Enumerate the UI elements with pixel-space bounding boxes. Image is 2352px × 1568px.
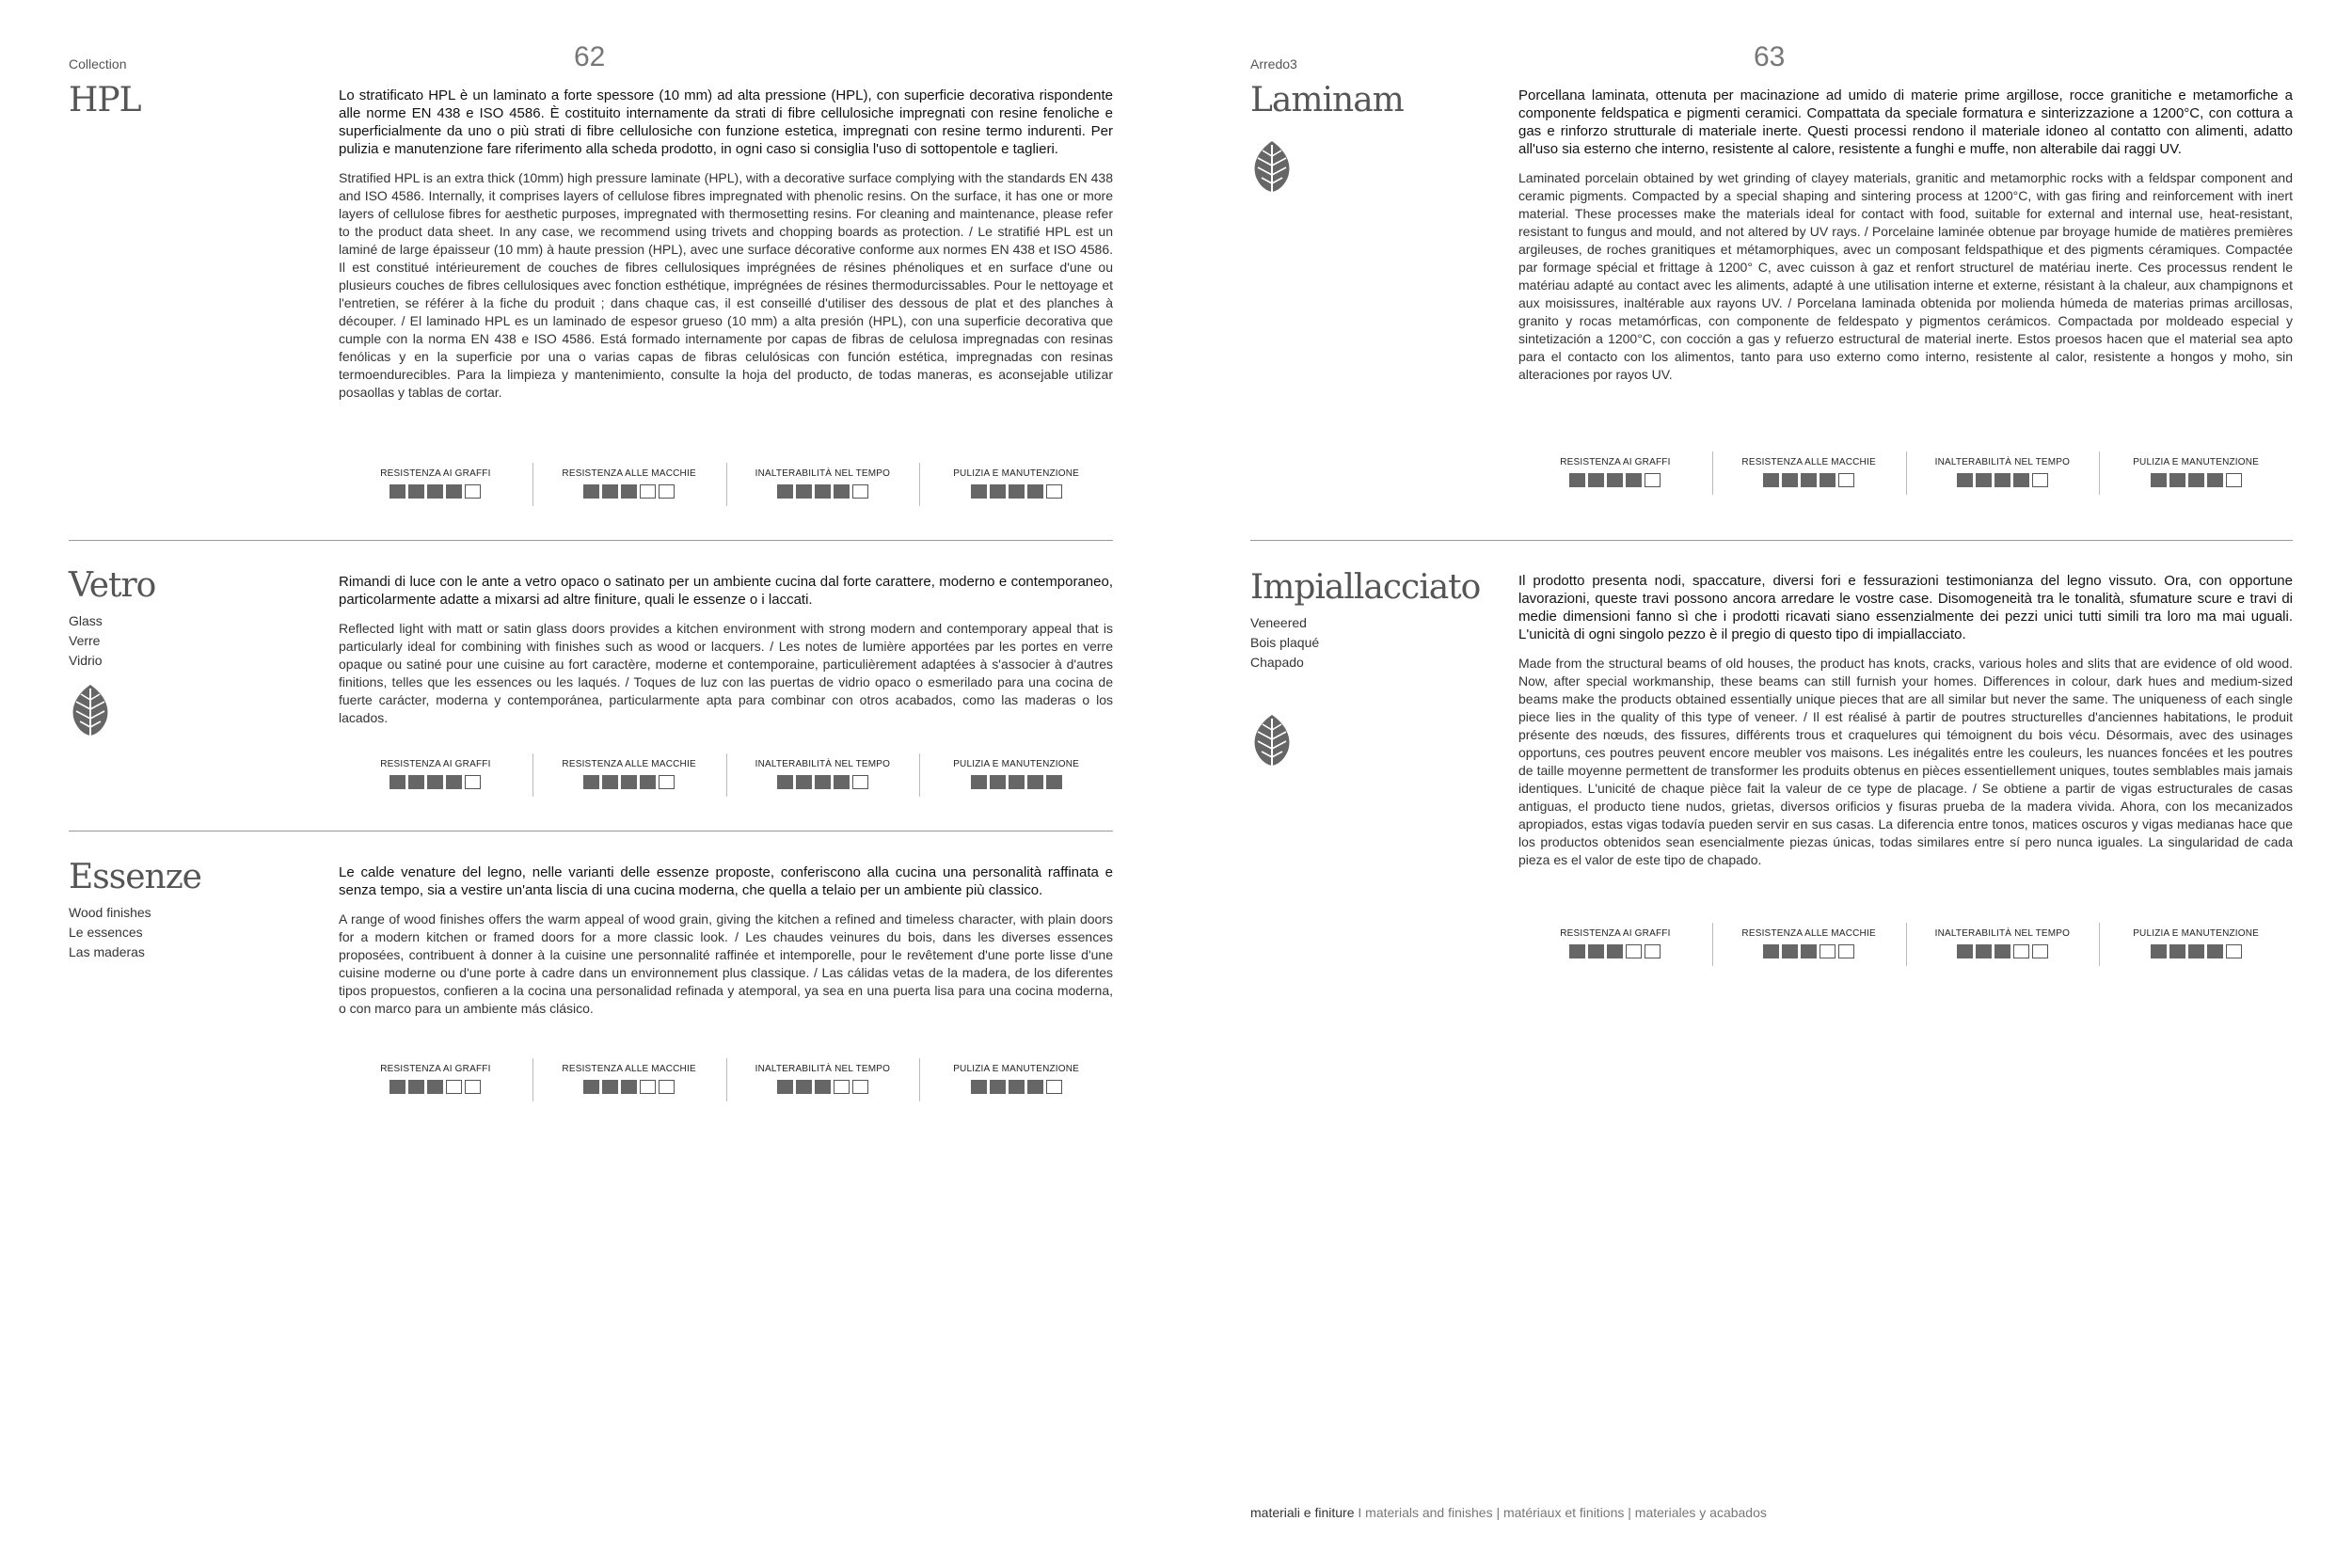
lead-paragraph: Porcellana laminata, ottenuta per macinazione ad umido di materie prime argillose, rocce granitiche e metamorfiche a componente feldspatica e pigmenti ceramici. Compattata da speciale formatura e sinterizzazione a 1200°C, con cottura a gas e rinforzo strutturale di materiale inerte. Questi processi rendono il materiale idoneo al contatto con alimenti, adatto all'uso sia esterno che interno, resistente al calore, resistente a funghi e muffe, non alterabile dai raggi UV. bbox=[1518, 87, 2293, 157]
rating-box-empty bbox=[2226, 944, 2242, 958]
rating-cleaning bbox=[919, 1064, 1113, 1101]
subtitle-french: Bois plaqué bbox=[1250, 635, 1320, 650]
rating-box-filled bbox=[990, 1080, 1006, 1094]
section-vetro bbox=[69, 566, 1113, 801]
section-divider bbox=[1250, 540, 2293, 541]
rating-box-filled bbox=[971, 1080, 987, 1094]
rating-scratch bbox=[339, 468, 532, 506]
rating-box-filled bbox=[796, 1080, 812, 1094]
rating-stains bbox=[1712, 457, 1906, 495]
rating-box-filled bbox=[1569, 473, 1585, 487]
rating-box-filled bbox=[389, 1080, 405, 1094]
section-text bbox=[1518, 87, 2293, 384]
rating-box-filled bbox=[1820, 473, 1836, 487]
rating-box-empty bbox=[1626, 944, 1642, 958]
leaf-icon bbox=[69, 683, 112, 737]
lead-paragraph: Il prodotto presenta nodi, spaccature, diversi fori e fessurazioni testimonianza del legno vissuto. Ora, con opportune lavorazioni, queste travi possono ancora arredare le vostre case. Disomogeneità tra le tonalità, sfumature scure e travi di medie dimensioni fanno sì che i prodotti ricavati siano essenzialmente dei pezzi unici tutti simili tra loro ma mai uguali. L'unicità di ogni singolo pezzo è il pregio di questo tipo di impiallacciato. bbox=[1518, 573, 2293, 642]
body-paragraph: Reflected light with matt or satin glass doors provides a kitchen environment with strong modern and contemporary appeal that is particularly ideal for combining with finishes such as wood or lacquers. / Les notes de lumière apportées par les portes en verre opaque ou satiné pour une cuisine au fort caractère, moderne et contemporaine, particulièrement adaptées à s'associer à d'autres finitions, telles que les essences ou les laqués. / Toques de luz con las puertas de vidrio opaco o esmerilado para una cocina de fuerte carácter, moderna y contemporánea, particularmente apta para combinar con otros acabados, como las maderas o los lacados. bbox=[339, 621, 1113, 725]
rating-cleaning bbox=[2099, 457, 2293, 495]
rating-box-filled bbox=[427, 1080, 443, 1094]
rating-box-filled bbox=[796, 775, 812, 789]
rating-box-filled bbox=[1588, 944, 1604, 958]
rating-label: PULIZIA E MANUTENZIONE bbox=[2133, 928, 2260, 939]
rating-boxes bbox=[2151, 473, 2242, 487]
rating-scratch bbox=[339, 1064, 532, 1101]
rating-box-filled bbox=[1607, 944, 1623, 958]
rating-durability bbox=[1906, 928, 2100, 966]
rating-box-empty bbox=[659, 1080, 675, 1094]
rating-label: RESISTENZA AI GRAFFI bbox=[380, 1064, 491, 1074]
rating-stains bbox=[532, 468, 726, 506]
rating-box-filled bbox=[1957, 473, 1973, 487]
ratings-row bbox=[339, 759, 1113, 797]
section-text bbox=[339, 863, 1113, 1018]
rating-boxes bbox=[583, 1080, 675, 1094]
rating-box-filled bbox=[1607, 473, 1623, 487]
rating-box-filled bbox=[1588, 473, 1604, 487]
leaf-icon bbox=[1250, 139, 1294, 194]
rating-box-filled bbox=[1976, 473, 1992, 487]
subtitle-spanish: Chapado bbox=[1250, 655, 1304, 670]
rating-box-empty bbox=[2013, 944, 2029, 958]
rating-box-filled bbox=[971, 775, 987, 789]
rating-label: PULIZIA E MANUTENZIONE bbox=[953, 759, 1080, 769]
rating-box-filled bbox=[621, 484, 637, 499]
page-number-right: 63 bbox=[1754, 41, 1786, 72]
rating-box-filled bbox=[1626, 473, 1642, 487]
rating-box-filled bbox=[1009, 775, 1025, 789]
rating-label: RESISTENZA AI GRAFFI bbox=[380, 759, 491, 769]
rating-box-filled bbox=[1994, 473, 2010, 487]
rating-label: PULIZIA E MANUTENZIONE bbox=[953, 1064, 1080, 1074]
rating-box-empty bbox=[1046, 484, 1062, 499]
rating-box-filled bbox=[1782, 944, 1798, 958]
section-laminam bbox=[1250, 81, 2293, 504]
rating-box-empty bbox=[1820, 944, 1836, 958]
ratings-row bbox=[1518, 928, 2293, 966]
rating-box-filled bbox=[1957, 944, 1973, 958]
rating-box-filled bbox=[777, 775, 793, 789]
rating-box-empty bbox=[465, 775, 481, 789]
section-subtitles bbox=[1250, 613, 1319, 673]
section-subtitles bbox=[69, 611, 103, 671]
body-paragraph: A range of wood finishes offers the warm appeal of wood grain, giving the kitchen a refined and timeless character, with plain doors for a modern kitchen or framed doors for a more classic look. / Les chaudes veinures du bois, dans les diverses essences proposées, contribuent à donner à la cuisine une personnalité raffinée et intemporelle, pour le revêtement d'une porte lisse d'une cuisine moderne ou d'une porte à cadre dans un environnement plus classique. / Las cálidas vetas de la madera, de los diferentes tipos propuestos, confieren a la cocina una personalidad refinada y atemporal, ya sea en una puerta lisa para una cocina moderna, o con marco para un ambiente más clásico. bbox=[339, 911, 1113, 1016]
page-footer bbox=[1250, 1505, 1767, 1520]
rating-box-filled bbox=[990, 775, 1006, 789]
rating-label: RESISTENZA ALLE MACCHIE bbox=[1741, 457, 1876, 467]
rating-box-filled bbox=[1027, 775, 1043, 789]
subtitle-english: Veneered bbox=[1250, 615, 1307, 630]
lead-paragraph: Le calde venature del legno, nelle varianti delle essenze proposte, conferiscono alla cucina una personalità raffinata e senza tempo, sia a vestire un'anta liscia di una cucina moderna, che quella a telaio per un ambiente più classico. bbox=[339, 864, 1113, 898]
brand-label: Arredo3 bbox=[1250, 56, 1297, 71]
rating-box-empty bbox=[1645, 473, 1661, 487]
rating-box-filled bbox=[408, 1080, 424, 1094]
collection-label: Collection bbox=[69, 56, 127, 71]
rating-box-filled bbox=[815, 1080, 831, 1094]
body-paragraph: Made from the structural beams of old houses, the product has knots, cracks, various holes and slits that are evidence of old wood. Now, after special workmanship, these beams can still furnish your homes. Differences in colour, dark hues and medium-sized beams make the products obtained essentially unique pieces that are all similar but never the same. The uniqueness of each single piece lies in the quality of this type of veneer. / Il est réalisé à partir de poutres structurelles d'anciennes habitations, le produit présente des nœuds, des fissures, différents trous et craquelures qui témoignent du bois vécu. Désormais, avec des usinages opportuns, ces poutres peuvent encore meubler vos maisons. Les inégalités entre les couleurs, les nuances foncées et les poutres de taille moyenne permettent de transformer les produits obtenus en pièces essentiellement uniques, toutes semblables mais jamais identiques. L'unicité de chaque pièce fait la valeur de ce type de placage. / Se obtiene a partir de vigas estructurales de casas antiguas, el producto tiene nudos, grietas, diversos orificios y fisuras prueba de la madera vivida. Ahora, con los mecanizados apropiados, estas vigas todavía pueden servir en sus casas. La diferencia entre tonos, matices oscuros y vigas medianas hace que los productos obtenidos sean esencialmente piezas únicas, todas similares entre sí pero nunca iguales. La singularidad de cada pieza es el valor de este tipo de chapado. bbox=[1518, 656, 2293, 867]
lead-paragraph: Lo stratificato HPL è un laminato a forte spessore (10 mm) ad alta pressione (HPL), con superficie decorativa rispondente alle norme EN 438 e ISO 4586. È costituito internamente da strati di fibre cellulosiche impregnati con resine fenoliche e superficialmente da uno o più strati di fibre cellulosiche con funzione estetica, impregnati con resine termo indurenti. Per pulizia e manutenzione fare riferimento alla scheda prodotto, in ogni caso si consiglia l'uso di sottopentole e taglieri. bbox=[339, 87, 1113, 157]
section-divider bbox=[69, 540, 1113, 541]
rating-durability bbox=[726, 468, 920, 506]
rating-box-filled bbox=[2188, 944, 2204, 958]
rating-boxes bbox=[389, 484, 481, 499]
rating-box-filled bbox=[2169, 473, 2185, 487]
section-text bbox=[339, 87, 1113, 402]
rating-boxes bbox=[971, 775, 1062, 789]
rating-boxes bbox=[389, 775, 481, 789]
rating-box-empty bbox=[2032, 473, 2048, 487]
rating-box-filled bbox=[602, 1080, 618, 1094]
subtitle-english: Wood finishes bbox=[69, 905, 151, 920]
rating-durability bbox=[726, 1064, 920, 1101]
rating-box-empty bbox=[2032, 944, 2048, 958]
rating-box-filled bbox=[1009, 484, 1025, 499]
subtitle-french: Le essences bbox=[69, 925, 143, 940]
rating-box-empty bbox=[659, 484, 675, 499]
rating-box-filled bbox=[2207, 473, 2223, 487]
rating-cleaning bbox=[2099, 928, 2293, 966]
rating-boxes bbox=[389, 1080, 481, 1094]
rating-box-filled bbox=[2207, 944, 2223, 958]
rating-box-filled bbox=[583, 484, 599, 499]
page-number-left: 62 bbox=[574, 41, 606, 72]
rating-box-filled bbox=[1009, 1080, 1025, 1094]
rating-box-filled bbox=[815, 775, 831, 789]
rating-boxes bbox=[971, 484, 1062, 499]
rating-box-filled bbox=[1027, 1080, 1043, 1094]
rating-box-filled bbox=[446, 775, 462, 789]
rating-label: PULIZIA E MANUTENZIONE bbox=[953, 468, 1080, 479]
rating-box-filled bbox=[1801, 944, 1817, 958]
body-paragraph: Laminated porcelain obtained by wet grinding of clayey materials, granitic and metamorphic rocks with a feldspar component and ceramic pigments. Compacted by a special shaping and sintering process at 1200°C, with gas firing and reinforcement with inert material. These processes make the materials ideal for contact with food, suitable for external and internal use, heat-resistant, resistant to fungus and mould, and not altered by UV rays. / Porcelaine laminée obtenue par broyage humide de matières premières argileuses, de roches granitiques et métamorphiques, avec un composant feldspathique et des pigments céramiques. Compactée par formage spécial et frittage à 1200° C, avec cuisson à gaz et renfort structurel de matériau inerte. Ces processus rendent le matériau adapté au contact avec les aliments, adapté à une utilisation interne et externe, résistant à la chaleur, aux champignons et aux moisissures, inaltérable aux rayons UV. / Porcelana laminada obtenida por molienda húmeda de materias primas arcillosas, granito y rocas metamórficas, con componente de feldespato y pigmentos cerámicos. Compactada por moldeado especial y sintetización a 1200°C, con cocción a gas y refuerzo estructural de material inerte. Estos proesos hacen que el material sea apto para el contacto con los alimentos, tanto para uso externo como interno, resistente al calor, resistente a hongos y moho, sin alteraciones por rayos UV. bbox=[1518, 170, 2293, 382]
rating-box-empty bbox=[1838, 473, 1854, 487]
rating-boxes bbox=[583, 484, 675, 499]
rating-box-filled bbox=[2151, 944, 2167, 958]
rating-label: RESISTENZA ALLE MACCHIE bbox=[562, 1064, 696, 1074]
rating-box-filled bbox=[583, 775, 599, 789]
subtitle-spanish: Vidrio bbox=[69, 653, 103, 668]
rating-scratch bbox=[1518, 457, 1712, 495]
rating-boxes bbox=[971, 1080, 1062, 1094]
rating-box-empty bbox=[852, 484, 868, 499]
rating-box-filled bbox=[583, 1080, 599, 1094]
rating-box-filled bbox=[990, 484, 1006, 499]
rating-cleaning bbox=[919, 468, 1113, 506]
rating-scratch bbox=[1518, 928, 1712, 966]
rating-durability bbox=[726, 759, 920, 797]
rating-box-empty bbox=[446, 1080, 462, 1094]
rating-box-empty bbox=[640, 1080, 656, 1094]
rating-box-filled bbox=[1782, 473, 1798, 487]
rating-box-empty bbox=[1046, 1080, 1062, 1094]
rating-label: RESISTENZA AI GRAFFI bbox=[380, 468, 491, 479]
rating-box-filled bbox=[2013, 473, 2029, 487]
rating-box-empty bbox=[659, 775, 675, 789]
rating-boxes bbox=[1569, 944, 1661, 958]
rating-label: RESISTENZA ALLE MACCHIE bbox=[562, 468, 696, 479]
ratings-row bbox=[339, 468, 1113, 506]
subtitle-english: Glass bbox=[69, 613, 103, 628]
section-title: Essenze bbox=[69, 858, 201, 896]
rating-box-empty bbox=[465, 1080, 481, 1094]
rating-box-filled bbox=[408, 775, 424, 789]
rating-boxes bbox=[1957, 473, 2048, 487]
subtitle-french: Verre bbox=[69, 633, 101, 648]
subtitle-spanish: Las maderas bbox=[69, 944, 145, 959]
section-title: Impiallacciato bbox=[1250, 568, 1481, 607]
rating-boxes bbox=[777, 1080, 868, 1094]
rating-box-filled bbox=[1976, 944, 1992, 958]
section-text bbox=[339, 573, 1113, 727]
rating-box-filled bbox=[1763, 473, 1779, 487]
rating-boxes bbox=[1569, 473, 1661, 487]
rating-boxes bbox=[777, 775, 868, 789]
rating-boxes bbox=[1763, 944, 1854, 958]
rating-box-filled bbox=[777, 484, 793, 499]
section-title: Vetro bbox=[69, 566, 156, 605]
footer-rest: I materials and finishes | matériaux et finitions | materiales y acabados bbox=[1354, 1505, 1767, 1520]
rating-box-filled bbox=[640, 775, 656, 789]
rating-box-empty bbox=[1838, 944, 1854, 958]
rating-box-empty bbox=[852, 775, 868, 789]
section-title: HPL bbox=[69, 81, 141, 119]
footer-strong: materiali e finiture bbox=[1250, 1505, 1355, 1520]
rating-label: PULIZIA E MANUTENZIONE bbox=[2133, 457, 2260, 467]
rating-box-filled bbox=[621, 775, 637, 789]
rating-box-filled bbox=[621, 1080, 637, 1094]
rating-label: INALTERABILITÀ NEL TEMPO bbox=[1934, 457, 2071, 467]
rating-label: RESISTENZA ALLE MACCHIE bbox=[1741, 928, 1876, 939]
section-title: Laminam bbox=[1250, 81, 1404, 119]
leaf-icon bbox=[1250, 713, 1294, 768]
rating-box-filled bbox=[389, 775, 405, 789]
rating-box-filled bbox=[1763, 944, 1779, 958]
rating-label: RESISTENZA AI GRAFFI bbox=[1560, 928, 1671, 939]
section-impiallacciato bbox=[1250, 568, 2293, 973]
rating-box-empty bbox=[465, 484, 481, 499]
rating-durability bbox=[1906, 457, 2100, 495]
rating-box-filled bbox=[1046, 775, 1062, 789]
rating-label: INALTERABILITÀ NEL TEMPO bbox=[1934, 928, 2071, 939]
rating-box-filled bbox=[408, 484, 424, 499]
rating-box-filled bbox=[389, 484, 405, 499]
rating-box-filled bbox=[777, 1080, 793, 1094]
rating-box-filled bbox=[1801, 473, 1817, 487]
ratings-row bbox=[1518, 457, 2293, 495]
rating-box-filled bbox=[2169, 944, 2185, 958]
ratings-row bbox=[339, 1064, 1113, 1101]
body-paragraph: Stratified HPL is an extra thick (10mm) high pressure laminate (HPL), with a decorative surface complying with the standards EN 438 and ISO 4586. Internally, it comprises layers of cellulose fibres impregnated with phenolic resins. On the surface, it has one or more layers of cellulose fibres for aesthetic purposes, impregnated with thermosetting resins. For cleaning and maintenance, please refer to the product data sheet. In any case, we recommend using trivets and chopping boards as protection. / Le stratifié HPL est un laminé de large épaisseur (10 mm) à haute pression (HPL), avec une surface décorative conforme aux normes EN 438 et ISO 4586. Il est constitué intérieurement de couches de fibres cellulosiques imprégnées de résines phénoliques et en surface d'une ou plusieurs couches de fibres cellulosiques avec fonction esthétique, imprégnées de résines thermodurcissables. Pour le nettoyage et l'entretien, se référer à la fiche du produit ; dans chaque cas, il est conseillé d'utiliser des dessous de plat et des planches à découper. / El laminado HPL es un laminado de espesor grueso (10 mm) a alta presión (HPL), con una superficie decorativa que cumple con la norma EN 438 e ISO 4586. Está formado internamente por capas de fibras de celulosa impregnadas con resinas fenólicas y en la superficie por una o varias capas de fibras celulósicas con función estética, impregnadas con resinas termoendurecibles. Para la limpieza y mantenimiento, consulte la hoja del producto, de todas maneras, es aconsejable utilizar posaollas y tablas de cortar. bbox=[339, 170, 1113, 400]
rating-box-empty bbox=[2226, 473, 2242, 487]
rating-stains bbox=[532, 759, 726, 797]
rating-box-filled bbox=[1027, 484, 1043, 499]
rating-boxes bbox=[1763, 473, 1854, 487]
rating-stains bbox=[532, 1064, 726, 1101]
rating-cleaning bbox=[919, 759, 1113, 797]
rating-label: INALTERABILITÀ NEL TEMPO bbox=[755, 1064, 891, 1074]
lead-paragraph: Rimandi di luce con le ante a vetro opaco o satinato per un ambiente cucina dal forte carattere, moderno e contemporaneo, particolarmente adatte a mixarsi ad altre finiture, quali le essenze o i laccati. bbox=[339, 574, 1113, 608]
rating-box-filled bbox=[1569, 944, 1585, 958]
rating-stains bbox=[1712, 928, 1906, 966]
rating-boxes bbox=[2151, 944, 2242, 958]
rating-boxes bbox=[777, 484, 868, 499]
rating-label: INALTERABILITÀ NEL TEMPO bbox=[755, 759, 891, 769]
rating-box-empty bbox=[852, 1080, 868, 1094]
section-divider bbox=[69, 831, 1113, 832]
rating-box-empty bbox=[1645, 944, 1661, 958]
rating-box-filled bbox=[796, 484, 812, 499]
rating-box-filled bbox=[971, 484, 987, 499]
rating-box-filled bbox=[427, 484, 443, 499]
rating-box-filled bbox=[1994, 944, 2010, 958]
rating-label: INALTERABILITÀ NEL TEMPO bbox=[755, 468, 891, 479]
rating-boxes bbox=[1957, 944, 2048, 958]
rating-label: RESISTENZA ALLE MACCHIE bbox=[562, 759, 696, 769]
section-subtitles bbox=[69, 903, 151, 962]
rating-scratch bbox=[339, 759, 532, 797]
rating-box-filled bbox=[427, 775, 443, 789]
rating-box-empty bbox=[640, 484, 656, 499]
section-text bbox=[1518, 572, 2293, 869]
right-page bbox=[1176, 0, 2352, 1568]
section-hpl bbox=[69, 81, 1113, 514]
rating-box-filled bbox=[446, 484, 462, 499]
rating-box-filled bbox=[2188, 473, 2204, 487]
rating-box-filled bbox=[815, 484, 831, 499]
rating-box-empty bbox=[834, 1080, 850, 1094]
rating-box-filled bbox=[602, 775, 618, 789]
rating-box-filled bbox=[834, 775, 850, 789]
rating-box-filled bbox=[2151, 473, 2167, 487]
rating-boxes bbox=[583, 775, 675, 789]
section-essenze bbox=[69, 858, 1113, 1112]
rating-box-filled bbox=[602, 484, 618, 499]
rating-box-filled bbox=[834, 484, 850, 499]
rating-label: RESISTENZA AI GRAFFI bbox=[1560, 457, 1671, 467]
